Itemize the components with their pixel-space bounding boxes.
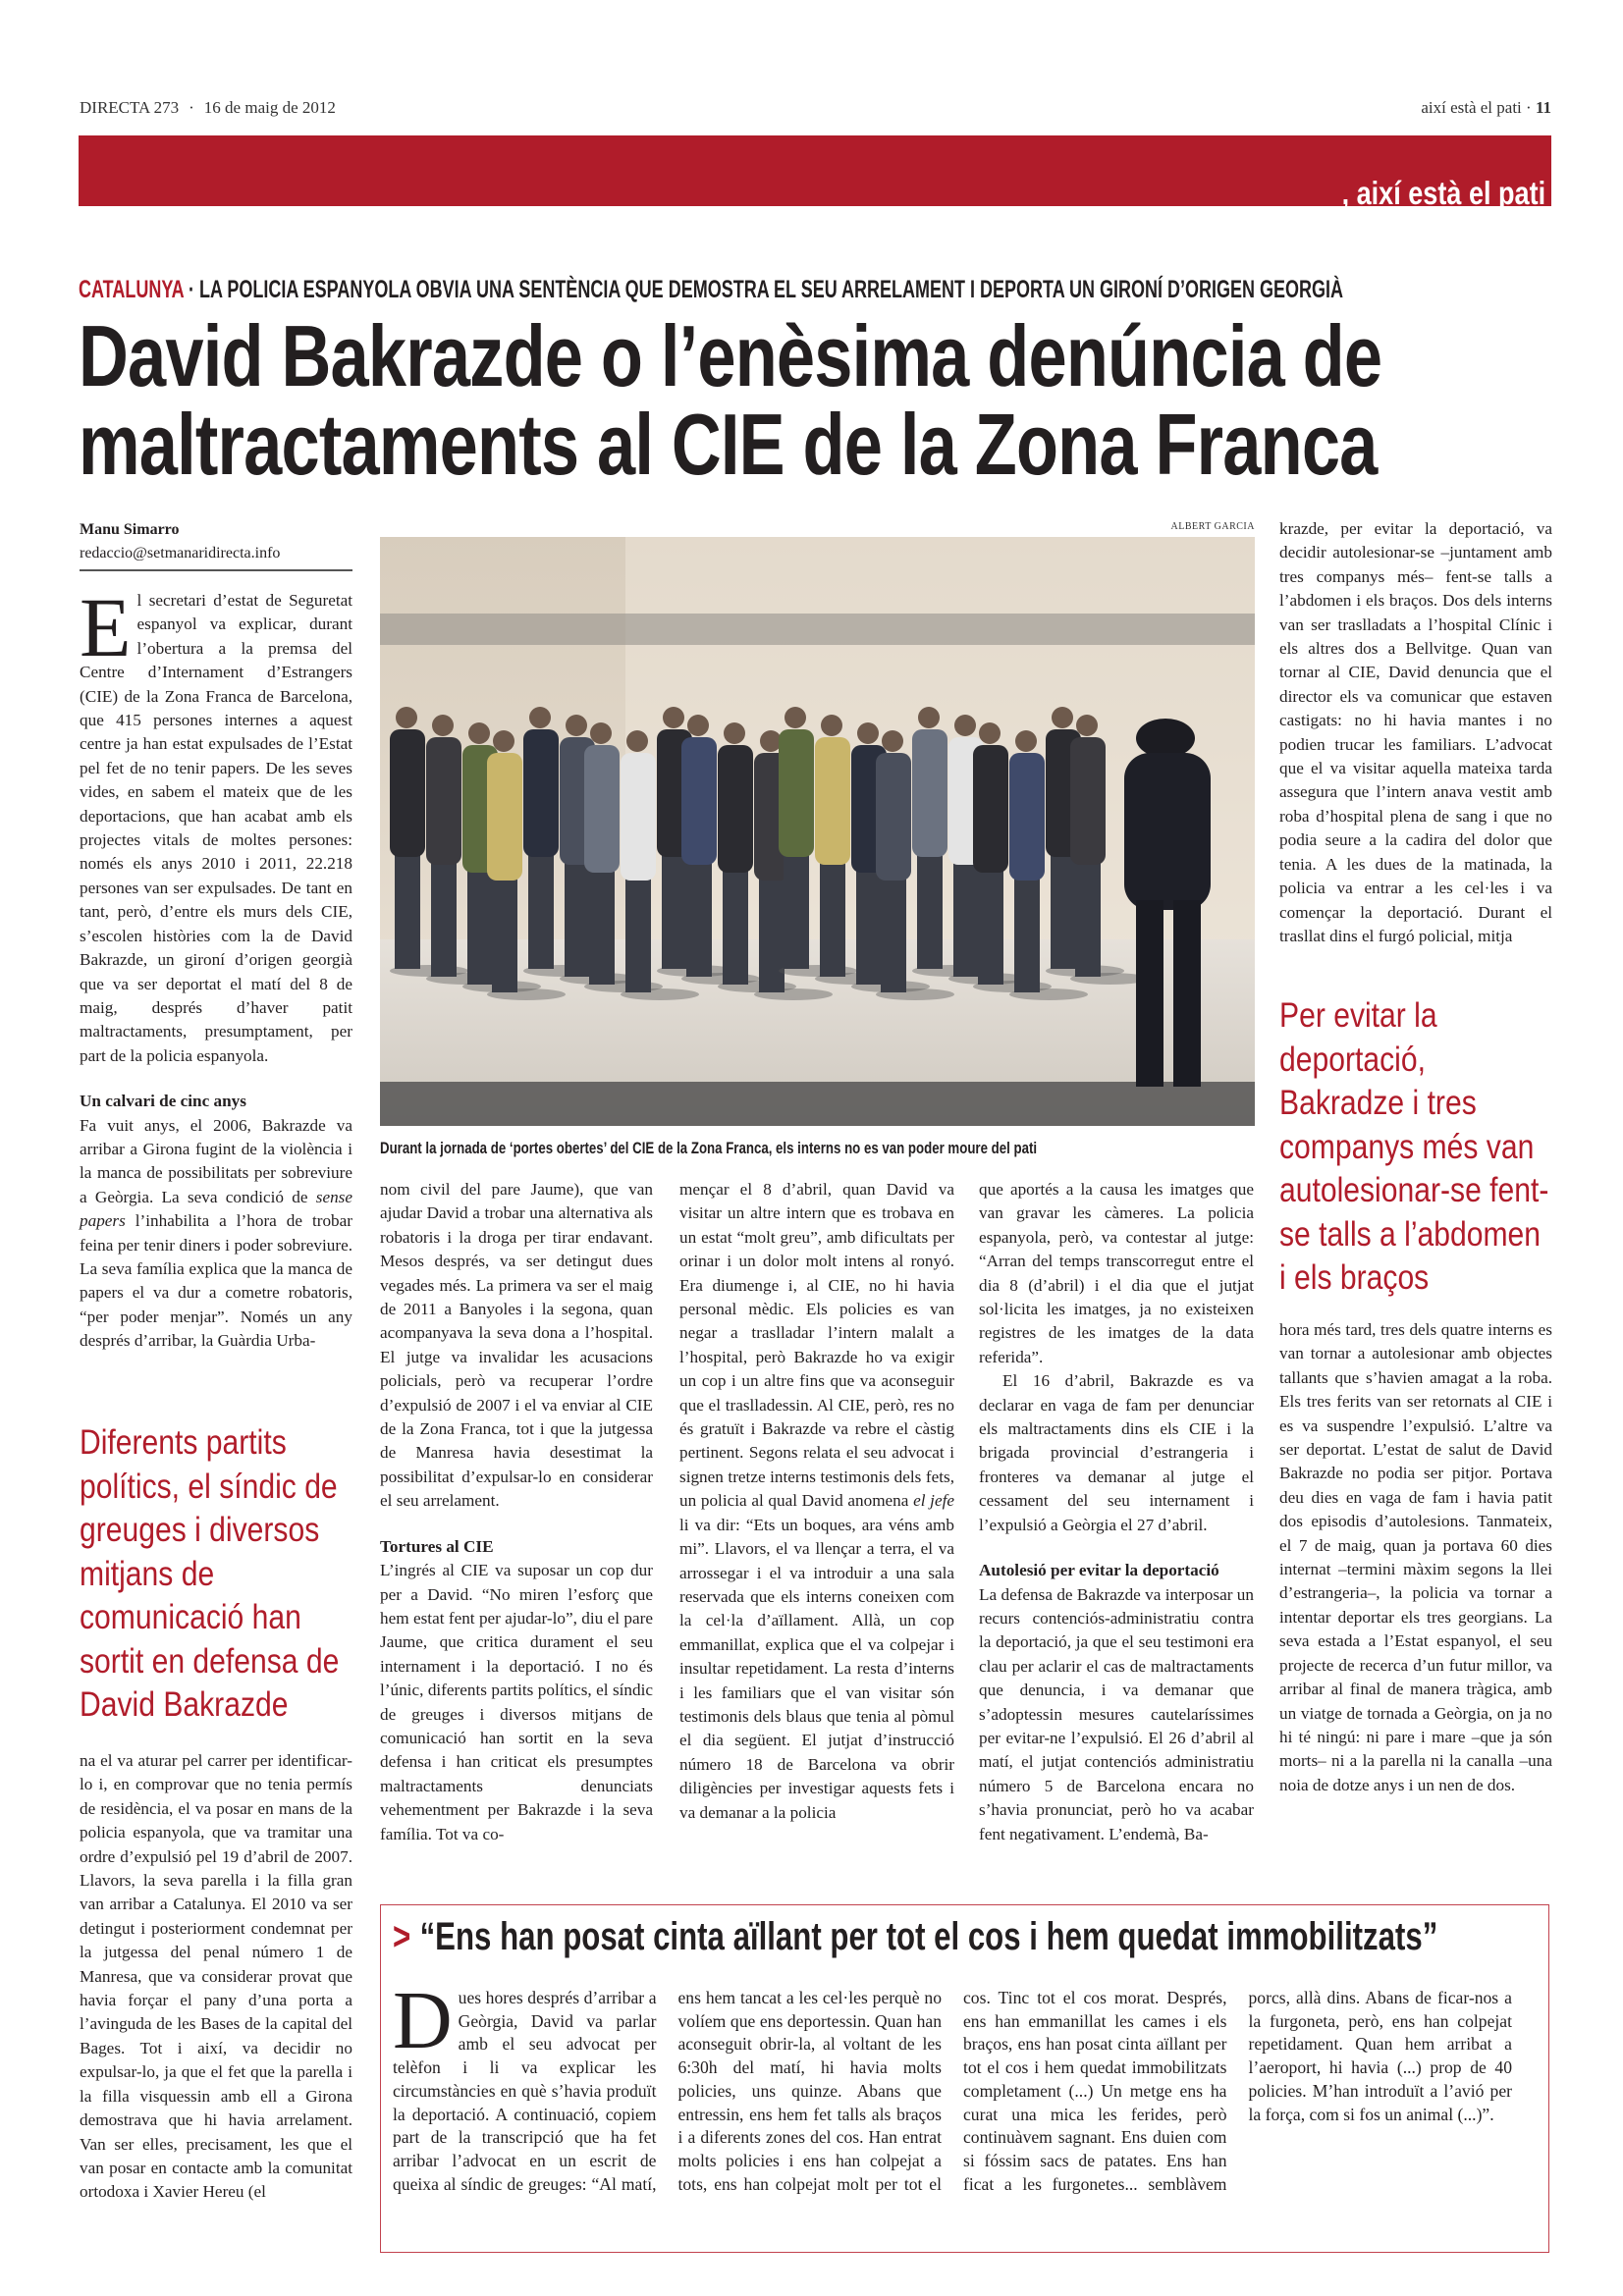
article-column-1 [80,580,352,1354]
subheading: Tortures al CIE [380,1536,494,1556]
testimony-box [380,1904,1549,2253]
headline-line-2: maltractaments al CIE de la Zona Franca [79,396,1378,493]
article-column-2 [380,1178,653,1846]
italic-text: el jefe [913,1491,954,1511]
folio-left [80,98,336,118]
headline-line-1: David Bakrazde o l’enèsima denúncia de [79,307,1382,404]
paragraph: na el va aturar pel carrer per identificar-lo i, en comprovar que no tenia permís de residència, el va posar en mans de la policia espanyola, que va tramitar una ordre d’expulsió pel 19 d’abril de 2007. Llavors, la seva parella i la filla gran van arribar a Catalunya. El 2010 va ser detingut i posteriorment condemnat per la jutgessa del penal número 1 de Manresa, que va considerar provat que havia forçar el pany d’una porta a l’avinguda de les Bases de la capital del Bages. Tot i així, va decidir no expulsar-lo, ja que el fet que la parella i la filla visquessin amb ell a Girona demostrava que hi havia arrelament. Van ser elles, precisament, les que el van posar en contacte amb la comunitat ortodoxa i Xavier Hereu (el [80,1751,352,2202]
author-email[interactable]: redaccio@setmanaridirecta.info [80,545,281,561]
headline [79,307,1382,493]
photo-credit: ALBERT GARCIA [1170,521,1255,532]
paragraph: que aportés a la causa les imatges que van gravar les càmeres. La policia espanyola, però, va contestar al jutge: “Arran del temps transcorregut entre el dia 8 (d’abril) i el dia que el jutjat sol·licita les imatges, ja no existeixen registres de les imatges de la data referida”. [979,1180,1254,1366]
author-name: Manu Simarro [80,521,180,538]
paragraph: L’ingrés al CIE va suposar un cop dur per a David. “No miren l’esforç que hem estat fent per ajudar-lo”, diu el pare Jaume, que critica durament el seu internament i la deportació. I no és l’únic, diferents partits polítics, el síndic de greuges i diversos mitjans de comunicació han sortit en la seva defensa i han criticat els presumptes maltractaments denunciats vehementment per Bakrazde i la seva família. Tot va co- [380,1561,653,1843]
text-run: li va dir: “Ets un boques, ara véns amb mi”. Llavors, el va llençar a terra, el va arrossegar i el va introduir a una sala reservada que els interns coneixen com la cel·la d’aïllament. Allà, un cop emmanillat, explica que el va colpejar i insultar repetidament. La resta d’interns i les familiars que el van visitar són testimonis dels blaus que tenia al pòmul el dia següent. El jutjat d’instrucció número 18 de Barcelona va obrir diligències per investigar aquests fets i va demanar a la policia [679,1515,954,1822]
folio-separator: · [1526,98,1532,117]
paragraph: hora més tard, tres dels quatre interns es van tornar a autolesionar amb objectes tallants que s’havien amagat a la roba. Els tres ferits van ser retornats al CIE i es va suspendre l’expulsió. L’altre va ser deportat. L’estat de salut de David Bakrazde no podia ser pitjor. Portava deu dies en vaga de fam i havia patit dos episodis d’autolesions. Tanmateix, el 7 de maig, quan ja portava 60 dies internat –termini màxim segons la llei d’estrangeria–, la policia va tornar a intentar deportar els tres georgians. La seva estada a l’Estat espanyol, el seu projecte de recerca d’un futur millor, va arribar al final de manera tràgica, amb un viatge de tornada a Geòrgia, on ja no hi té ningú: ni pare i mare –que ja són morts– ni a la parella ni la canalla –una noia de dotze anys i un nen de dos. [1279,1320,1552,1794]
text-run: Fa vuit anys, el 2006, Bakrazde va arribar a Girona fugint de la violència i la manca de possibilitats per sobreviure a Geòrgia. La seva condició de [80,1115,352,1206]
kicker-section: CATALUNYA [79,276,184,303]
kicker [79,276,1343,304]
section-name: així està el pati [1421,98,1522,117]
box-title [393,1915,1437,1959]
kicker-separator: · [183,276,199,303]
article-column-1-continued [80,1749,352,2205]
dropcap: E [80,580,132,674]
kicker-text: LA POLICIA ESPANYOLA OBVIA UNA SENTÈNCIA QUE DEMOSTRA EL SEU ARRELAMENT I DEPORTA UN GIRONÍ D’ORIGEN GEORGIÀ [198,276,1344,303]
page-number: 11 [1535,98,1551,117]
paragraph: krazde, per evitar la deportació, va decidir autolesionar-se –juntament amb tres companys més– fent-se talls a l’abdomen i els braços. Dos dels interns van ser traslladats a l’hospital Clínic i els altres dos a Bellvitge. Quan van tornar al CIE, David denuncia que el director els va comunicar que estaven castigats: no hi havia mantes i no podien trucar les familiars. L’advocat que el va visitar aquella mateixa tarda assegura que l’intern anava vestit amb roba d’hospital plena de sang i que no podia seure a la cadira del dolor que tenia. A les dues de la matinada, la policia va entrar a les cel·les i va començar la deportació. Durant el trasllat dins el furgó policial, mitja [1279,519,1552,945]
article-column-3 [679,1178,954,1825]
article-column-5-continued [1279,1318,1552,1797]
photo-caption: Durant la jornada de ‘portes obertes’ del CIE de la Zona Franca, els interns no es van poder moure del pati [380,1139,1038,1157]
italic-text: sense papers [80,1187,352,1231]
box-text [393,1975,1512,2196]
folio-separator: · [189,98,194,117]
text-run: mençar el 8 d’abril, quan David va visitar un altre intern que es trobava en un estat “molt greu”, amb dificultats per orinar i un dolor molt intens al ronyó. Era diumenge i, al CIE, no hi havia personal mèdic. Els policies es van negar a traslladar l’intern malalt a l’hospital, però Bakrazde ho va exigir un cop i un altre fins que va aconseguir que el traslladessin. Al CIE, però, res no és gratuït i Bakrazde va rebre el càstig pertinent. Segons relata el seu advocat i signen tretze interns testimonis dels fets, un policia al qual David anomena [679,1180,954,1511]
folio-right [1421,98,1551,118]
pull-quote-1: Diferents partits polítics, el síndic de greuges i diversos mitjans de comunicació han sortit en defensa de David Bakrazde [80,1423,340,1724]
paragraph: El 16 d’abril, Bakrazde es va declarar en vaga de fam per denunciar els maltractaments dins els CIE i la brigada provincial d’estrangeria i fronteres va demanar al jutge el cessament del seu internament i l’expulsió a Geòrgia el 27 d’abril. [979,1371,1254,1534]
publication-issue: DIRECTA 273 [80,98,180,117]
section-banner [79,135,1551,211]
news-photo [380,537,1255,1126]
banner-title-text: així està el pati [1356,175,1545,211]
paragraph: La defensa de Bakrazde va interposar un recurs contenciós-administratiu contra la deportació, ja que el seu testimoni era clau per aclarir el cas de maltractaments que denuncia, i va demanar que s’adoptessin mesures cautelaríssimes per evitar-ne l’expulsió. El 26 d’abril al matí, el jutjat contenciós administratiu número 5 de Barcelona encara no s’havia pronunciat, però ho va acabar fent negativament. L’endemà, Ba- [979,1584,1254,1843]
text-run: l’inhabilita a l’hora de trobar feina per tenir diners i poder sobreviure. La seva família explica que la manca de papers el va dur a cometre robatoris, “per poder menjar”. Només un any després d’arribar, la Guàrdia Urba- [80,1211,352,1351]
photo-illustration [380,537,1255,1126]
paragraph: ues hores després d’arribar a Geòrgia, David va parlar amb el seu advocat per telèfon i li va explicar les circumstàncies en què s’havia produït la deportació. A continuació, copiem part de la transcripció que ha fet arribar l’advocat en un escrit de queixa al síndic de greuges: “Al matí, ens hem tancat a les cel·les perquè no volíem que ens deportessin. Quan han aconseguit obrir-la, al voltant de les 6:30h del matí, hi havia molts policies, uns quinze. Abans que entressin, ens hem fet talls als braços i a diferents zones del cos. Han entrat molts policies i ens han colpejat a tots, ens han colpejat molt per tot el cos. Tinc tot el cos morat. Després, ens han emmanillat les cames i els braços, ens han posat cinta aïllant per tot el cos i hem quedat immobilitzats completament (...) Un metge ens ha curat una mica les ferides, però continuàvem sagnant. Ens duien com si fóssim sacs de patates. Ens han ficat a les furgonetes... semblàvem porcs, allà dins. Abans de ficar-nos a la furgoneta, però, ens han colpejat repetidament. Quan hem arribat a l’aeroport, hi havia (...) prop de 40 policies. M’han introduït a l’avió per la força, com si fos un animal (...)”. [393,1988,1512,2194]
dropcap: D [393,1975,453,2066]
pull-quote-2: Per evitar la deportació, Bakradze i tres companys més van autolesionar-se fent-se talls a l’abdomen i els braços [1279,996,1549,1297]
box-title-text: “Ens han posat cinta aïllant per tot el cos i hem quedat immobilitzats” [419,1915,1438,1958]
graffiti-strip [380,614,1255,645]
section-banner-title [1341,175,1545,212]
article-column-5 [1279,517,1552,948]
subheading: Un calvari de cinc anys [80,1092,246,1111]
paragraph [80,1114,352,1354]
byline [80,518,352,571]
issue-date: 16 de maig de 2012 [203,98,336,117]
article-column-4 [979,1178,1254,1846]
arrow-marker-icon: > [393,1915,411,1958]
subheading: Autolesió per evitar la deportació [979,1561,1219,1580]
paragraph: l secretari d’estat de Seguretat espanyol va explicar, durant l’obertura a la premsa del Centre d’Internament d’Estrangers (CIE) de la Zona Franca de Barcelona, que 415 persones internes a aquest centre ja han estat expulsades de l’Estat pel fet de no tenir papers. De les seves vides, en sabem el mateix que de les deportacions, que han acabat amb els projectes vitals de moltes persones: només els anys 2010 i 2011, 22.218 persones van ser expulsades. De tant en tant, però, d’entre els murs dels CIE, s’escolen històries com la de David Bakrazde, un gironí d’origen georgià que va ser deportat el matí del 8 de maig, després d’haver patit maltractaments, presumptament, per part de la policia espanyola. [80,591,352,1065]
paragraph: nom civil del pare Jaume), que van ajudar David a trobar una alternativa als robatoris i la droga per tirar endavant. Mesos després, va ser detingut dues vegades més. La primera va ser el maig de 2011 a Banyoles i la segona, quan acompanyava la seva dona a l’hospital. El jutge va invalidar les acusacions policials, però va recuperar l’ordre d’expulsió de 2007 i el va enviar al CIE de la Zona Franca, tot i que la jutgessa de Manresa havia desestimat la possibilitat d’expulsar-lo en considerar el seu arrelament. [380,1180,653,1511]
paragraph [679,1178,954,1825]
banner-comma: , [1341,175,1349,211]
